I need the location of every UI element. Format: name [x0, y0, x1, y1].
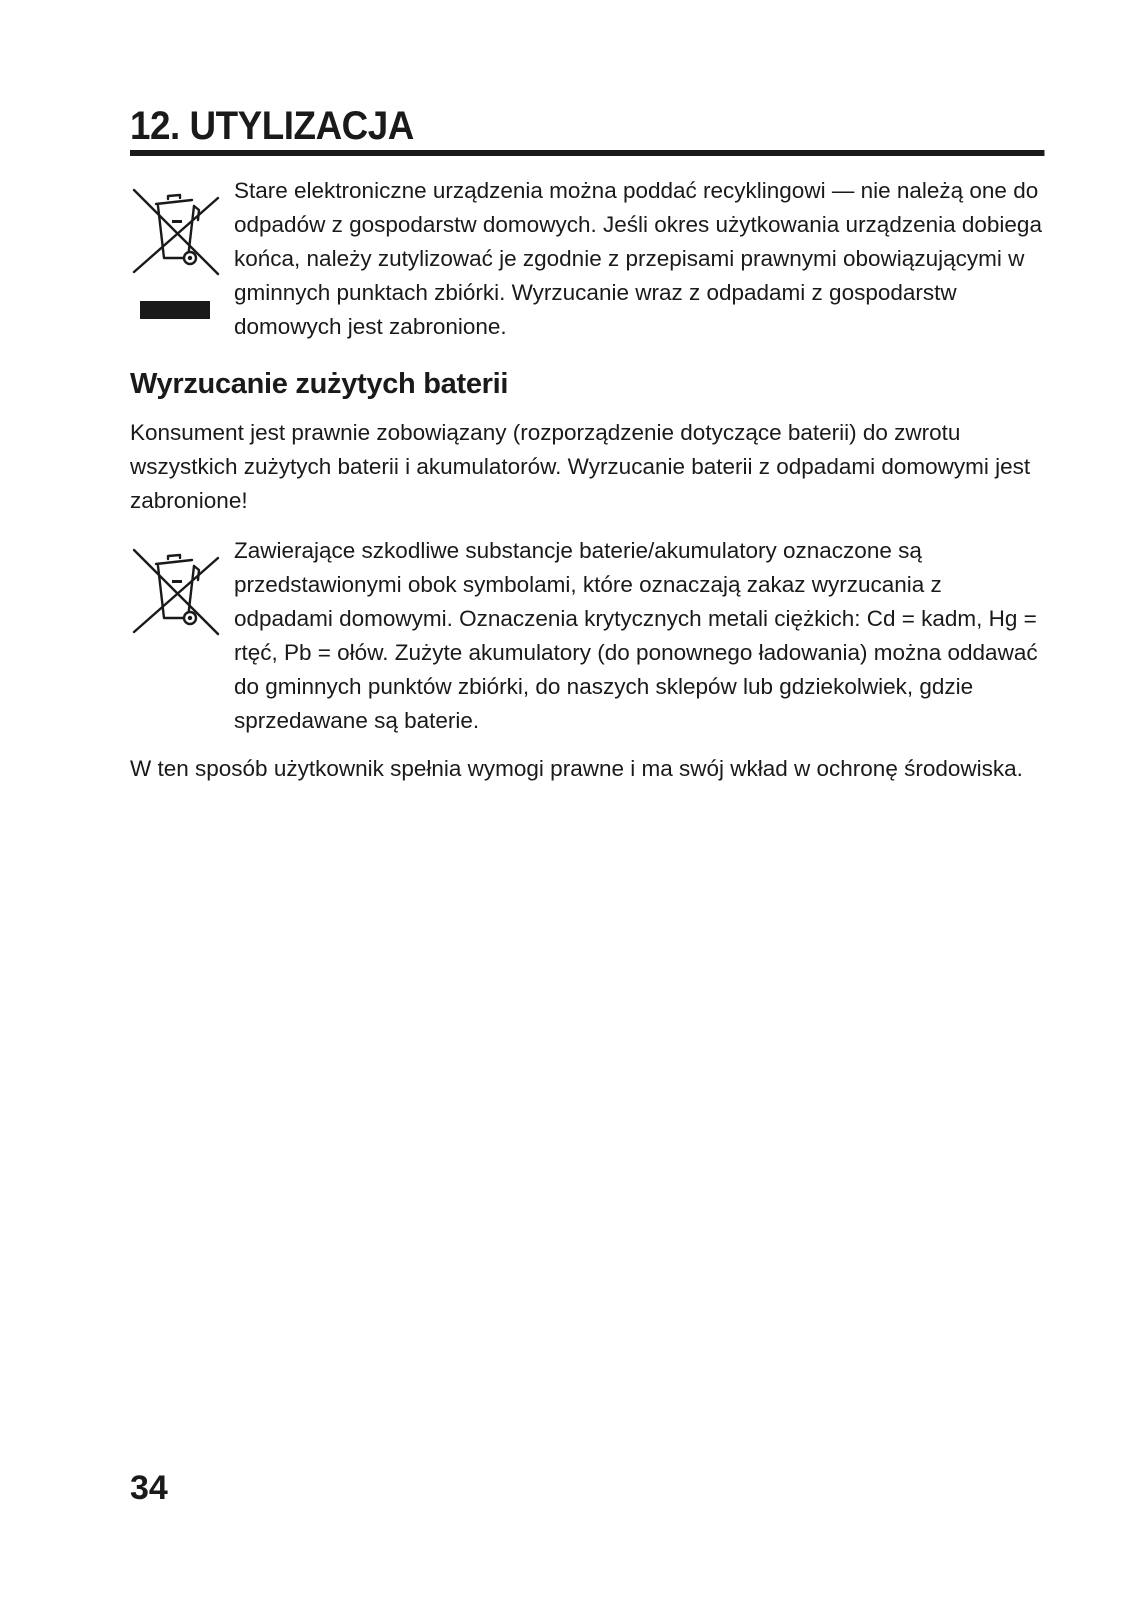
battery-disposal-heading: Wyrzucanie zużytych baterii	[130, 368, 509, 400]
section-title: 12. UTYLIZACJA	[130, 100, 1044, 156]
battery-symbol	[130, 546, 234, 643]
weee-notice	[130, 178, 1044, 344]
battery-intro-text: Konsument jest prawnie zobowiązany (rozporządzenie dotyczące baterii) do zwrotu wszystkich zużytych baterii i akumulatorów. Wyrzucanie baterii z odpadami domowymi jest zabronione!	[130, 420, 1031, 513]
battery-symbol-notice	[130, 538, 1044, 738]
battery-symbol-text: Zawierające szkodliwe substancje baterie/akumulatory oznaczone są przedstawionymi obok symbolami, które oznaczają zakaz wyrzucania z odpadami domowymi. Oznaczenia krytycznych metali ciężkich: Cd = kadm, Hg = rtęć, Pb = ołów. Zużyte akumulatory (do ponownego ładowania) można oddawać do gminnych punktów zbiórki, do naszych sklepów lub gdziekolwiek, gdzie sprzedawane są baterie.	[234, 538, 1038, 733]
weee-black-bar	[140, 301, 210, 319]
crossed-out-wheelie-bin-icon	[130, 546, 222, 638]
weee-symbol	[130, 186, 234, 319]
page-number: 34	[130, 1469, 168, 1507]
page-content	[130, 100, 1044, 786]
closing-text: W ten sposób użytkownik spełnia wymogi prawne i ma swój wkład w ochronę środowiska.	[130, 756, 1023, 781]
weee-text: Stare elektroniczne urządzenia można poddać recyklingowi — nie należą one do odpadów z gospodarstw domowych. Jeśli okres użytkowania urządzenia dobiega końca, należy zutylizować je zgodnie z przepisami prawnymi obowiązującymi w gminnych punktach zbiórki. Wyrzucanie wraz z odpadami z gospodarstw domowych jest zabronione.	[234, 178, 1042, 339]
crossed-out-wheelie-bin-icon	[130, 186, 222, 278]
